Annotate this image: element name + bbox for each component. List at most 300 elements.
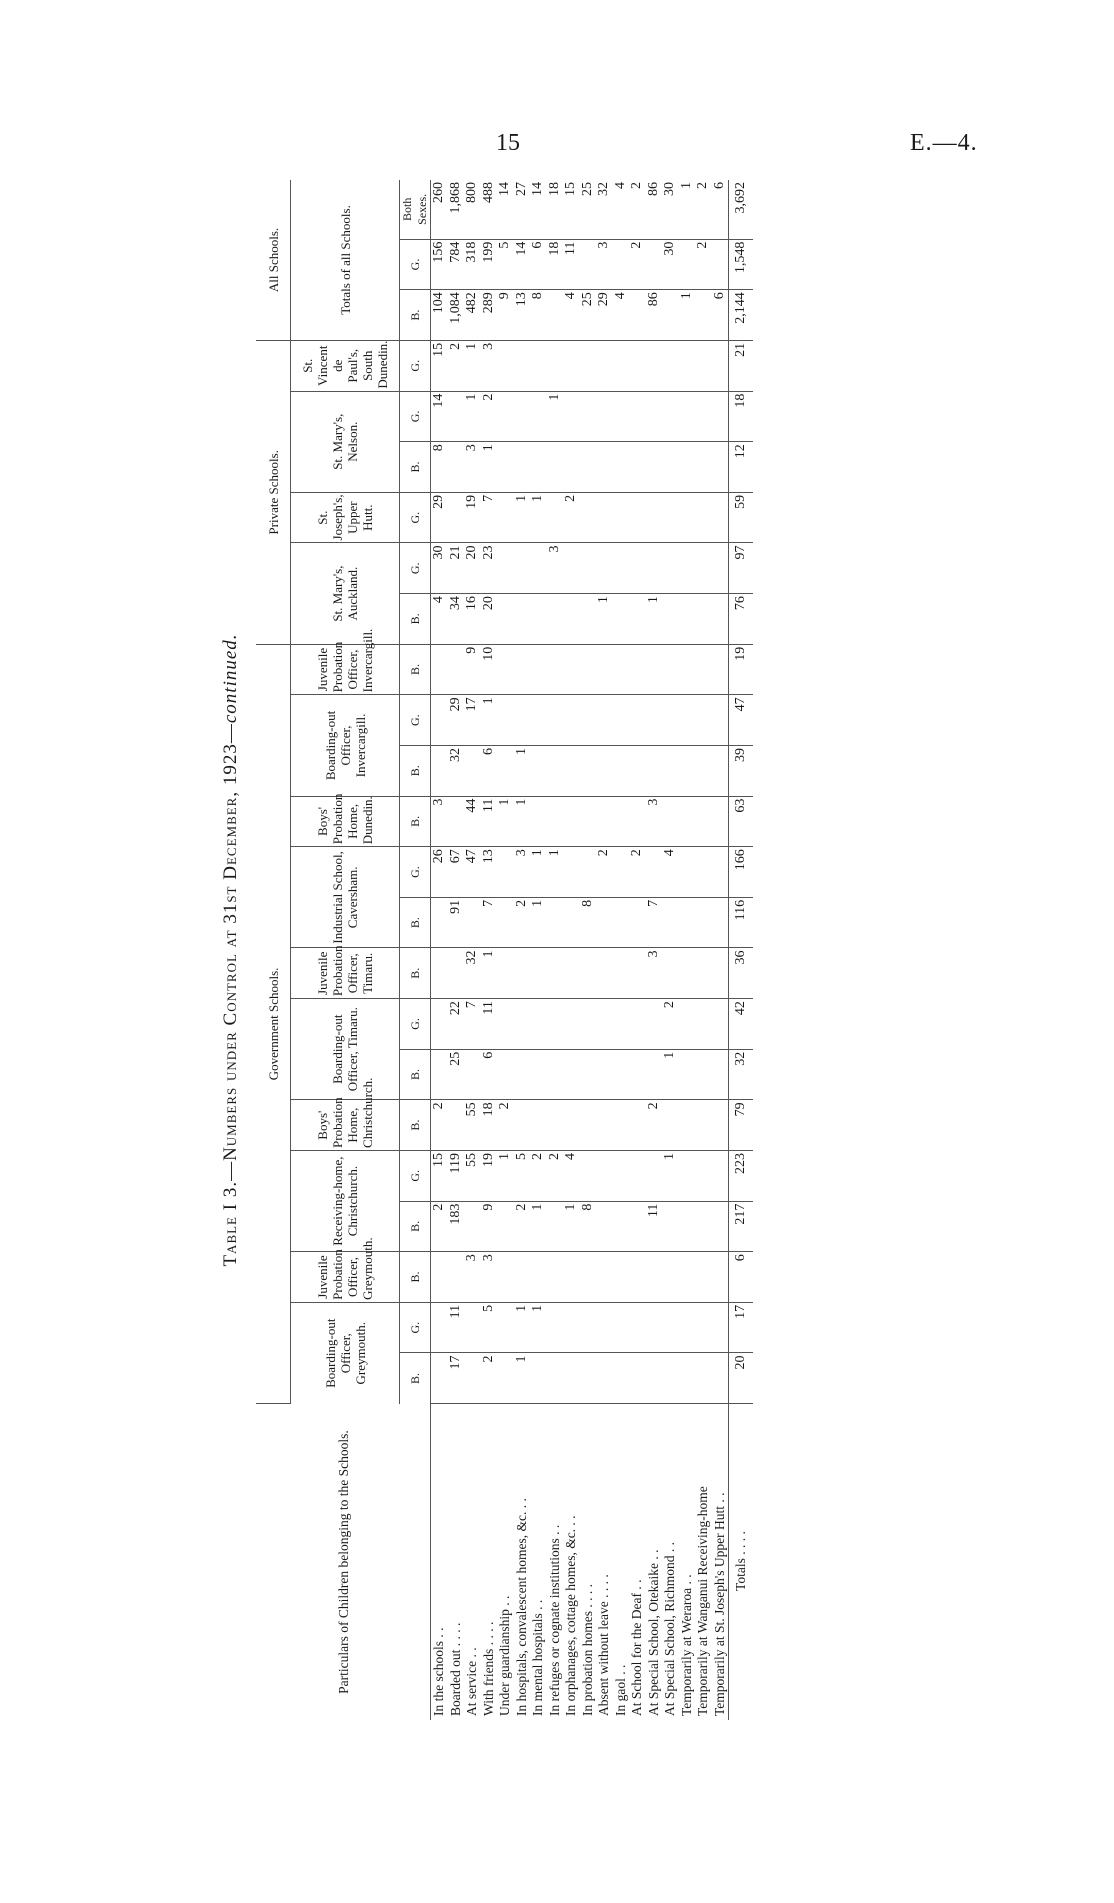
table-cell: 18	[481, 1100, 498, 1151]
table-cell: 6	[712, 290, 729, 341]
table-cell: 44	[464, 796, 481, 847]
table-cell: 86	[646, 290, 663, 341]
table-cell	[646, 1302, 663, 1353]
table-cell	[580, 492, 597, 543]
table-cell: 47	[464, 847, 481, 898]
column-name-13: St. Vincent de Paul's, South Dunedin.	[291, 340, 400, 391]
table-cell	[596, 1049, 613, 1100]
table-cell	[629, 1252, 646, 1303]
table-cell	[464, 1201, 481, 1252]
sex-header-5: B.	[400, 1100, 431, 1151]
table-cell	[695, 1100, 712, 1151]
table-cell	[662, 340, 679, 391]
row-label-leader: . .	[733, 1531, 748, 1542]
table-row	[481, 180, 498, 1720]
row-label-leader: . .	[480, 1621, 496, 1632]
table-cell	[613, 1201, 630, 1252]
table-cell	[695, 340, 712, 391]
table-cell	[679, 695, 696, 746]
table-cell	[497, 1353, 514, 1404]
table-cell	[679, 1150, 696, 1201]
table-cell: 1	[662, 1049, 679, 1100]
row-label	[563, 1404, 580, 1720]
table-cell	[629, 1049, 646, 1100]
table-cell: 19	[481, 1150, 498, 1201]
table-cell	[662, 492, 679, 543]
row-label-leader: . .	[645, 1549, 661, 1560]
table-cell	[547, 1353, 564, 1404]
table-cell	[596, 796, 613, 847]
table-cell	[629, 543, 646, 594]
table-cell	[448, 492, 465, 543]
table-cell	[580, 442, 597, 493]
column-name-2: Receiving-home, Christchurch.	[291, 1150, 400, 1251]
row-label-text: Absent without leave . .	[596, 1587, 612, 1716]
particulars-header: Particulars of Children belonging to the Schools.	[256, 1404, 431, 1720]
table-cell: 1	[514, 796, 531, 847]
table-cell: 32	[448, 745, 465, 796]
table-cell	[662, 644, 679, 695]
table-cell	[662, 897, 679, 948]
table-cell: 18	[729, 391, 754, 442]
table-cell	[547, 745, 564, 796]
table-cell: 20	[481, 594, 498, 645]
table-cell	[497, 897, 514, 948]
table-cell	[563, 340, 580, 391]
table-cell	[712, 644, 729, 695]
table-cell: 800	[464, 180, 481, 239]
table-cell	[679, 1100, 696, 1151]
row-label-text: Temporarily at Weraroa	[678, 1587, 694, 1716]
table-cell	[530, 1353, 547, 1404]
table-cell: 9	[497, 290, 514, 341]
row-label-text: In probation homes . .	[579, 1597, 595, 1716]
table-cell: 4	[613, 180, 630, 239]
table-cell: 7	[646, 897, 663, 948]
table-cell	[712, 999, 729, 1050]
table-cell	[695, 948, 712, 999]
sex-header-20: G.	[400, 340, 431, 391]
table-cell: 116	[729, 897, 754, 948]
row-label-leader: . .	[447, 1622, 463, 1633]
table-row	[596, 180, 613, 1720]
row-label-text: In orphanages, cottage homes, &c.	[563, 1528, 579, 1716]
table-cell	[497, 948, 514, 999]
table-cell: 8	[580, 1201, 597, 1252]
table-cell: 1,548	[729, 239, 754, 290]
table-cell	[596, 1150, 613, 1201]
table-cell: 1	[547, 847, 564, 898]
table-cell: 8	[530, 290, 547, 341]
table-cell	[530, 999, 547, 1050]
table-cell: 199	[481, 239, 498, 290]
table-cell: 13	[514, 290, 531, 341]
table-cell	[563, 745, 580, 796]
table-title-text: Table I 3.—Numbers under Control at 31st December, 1923—	[220, 723, 241, 1267]
table-cell	[646, 695, 663, 746]
numbers-under-control-table	[256, 180, 753, 1720]
row-label	[695, 1404, 712, 1720]
table-cell: 119	[448, 1150, 465, 1201]
table-cell	[497, 644, 514, 695]
table-cell	[431, 1049, 448, 1100]
table-cell	[431, 1252, 448, 1303]
row-label-text: At School for the Deaf	[629, 1593, 645, 1716]
table-cell	[629, 1353, 646, 1404]
table-cell: 1	[646, 594, 663, 645]
table-cell	[712, 543, 729, 594]
table-cell: 63	[729, 796, 754, 847]
table-cell: 29	[448, 695, 465, 746]
table-cell	[497, 492, 514, 543]
table-cell	[646, 644, 663, 695]
table-cell: 79	[729, 1100, 754, 1151]
table-row	[563, 180, 580, 1720]
table-cell	[563, 1049, 580, 1100]
row-label-leader: . .	[497, 1595, 513, 1606]
government-schools-header: Government Schools.	[256, 644, 291, 1403]
table-cell	[580, 1252, 597, 1303]
table-cell	[563, 543, 580, 594]
table-cell: 2	[431, 1201, 448, 1252]
table-cell: 1	[530, 492, 547, 543]
table-cell	[547, 594, 564, 645]
table-cell	[646, 1252, 663, 1303]
table-cell	[679, 948, 696, 999]
table-cell	[712, 695, 729, 746]
table-cell	[662, 1201, 679, 1252]
table-cell	[679, 492, 696, 543]
sex-header-17: G.	[400, 492, 431, 543]
private-schools-header: Private Schools.	[256, 340, 291, 644]
sex-header-6: B.	[400, 1049, 431, 1100]
table-cell	[580, 1049, 597, 1100]
table-cell: 223	[729, 1150, 754, 1201]
row-label	[662, 1404, 679, 1720]
sex-header-7: G.	[400, 999, 431, 1050]
table-cell: 1	[514, 745, 531, 796]
row-label	[629, 1404, 646, 1720]
table-cell	[514, 543, 531, 594]
column-name-5: Juvenile Probation Officer, Timaru.	[291, 948, 400, 999]
column-name-4: Boarding-out Officer, Timaru.	[291, 999, 400, 1100]
row-label	[646, 1404, 663, 1720]
table-row	[695, 180, 712, 1720]
sex-header-8: B.	[400, 948, 431, 999]
table-cell	[662, 1302, 679, 1353]
table-cell	[530, 543, 547, 594]
table-cell: 2	[514, 1201, 531, 1252]
table-cell	[563, 391, 580, 442]
table-cell: 86	[646, 180, 663, 239]
table-cell: 9	[481, 1201, 498, 1252]
sex-header-11: B.	[400, 796, 431, 847]
table-cell: 97	[729, 543, 754, 594]
table-cell: 20	[464, 543, 481, 594]
table-cell	[613, 340, 630, 391]
table-cell	[580, 745, 597, 796]
table-cell	[530, 442, 547, 493]
table-cell	[563, 948, 580, 999]
table-cell	[662, 391, 679, 442]
table-cell	[679, 745, 696, 796]
table-cell: 482	[464, 290, 481, 341]
table-cell	[431, 999, 448, 1050]
table-cell: 6	[729, 1252, 754, 1303]
table-cell: 2	[481, 1353, 498, 1404]
table-cell: 156	[431, 239, 448, 290]
table-cell: 1	[481, 442, 498, 493]
table-cell	[695, 1302, 712, 1353]
table-cell: 21	[448, 543, 465, 594]
table-cell	[629, 999, 646, 1050]
table-cell	[563, 644, 580, 695]
row-label-text: Temporarily at St. Joseph's Upper Hutt . .	[711, 1492, 727, 1716]
table-cell	[613, 1150, 630, 1201]
table-cell: 59	[729, 492, 754, 543]
table-cell	[695, 897, 712, 948]
table-cell	[580, 999, 597, 1050]
table-cell: 3	[547, 543, 564, 594]
table-cell	[695, 1252, 712, 1303]
table-cell	[464, 1049, 481, 1100]
sex-header-2: B.	[400, 1252, 431, 1303]
table-cell	[580, 847, 597, 898]
table-cell	[629, 745, 646, 796]
table-cell: 14	[497, 180, 514, 239]
table-cell	[547, 948, 564, 999]
table-cell: 32	[596, 180, 613, 239]
table-cell	[613, 695, 630, 746]
table-cell	[563, 442, 580, 493]
table-cell: 25	[580, 180, 597, 239]
table-cell	[613, 796, 630, 847]
table-cell: 318	[464, 239, 481, 290]
table-cell	[530, 695, 547, 746]
row-label-leader: . .	[464, 1647, 480, 1658]
table-cell: 20	[729, 1353, 754, 1404]
table-cell: 11	[448, 1302, 465, 1353]
table-row	[530, 180, 547, 1720]
table-cell	[712, 391, 729, 442]
table-cell	[629, 594, 646, 645]
table-cell: 3	[431, 796, 448, 847]
table-cell	[712, 1353, 729, 1404]
column-name-3: Boys' Probation Home, Christchurch.	[291, 1100, 400, 1151]
table-cell	[530, 391, 547, 442]
table-cell: 29	[596, 290, 613, 341]
table-row	[629, 180, 646, 1720]
table-cell: 23	[481, 543, 498, 594]
table-cell	[514, 695, 531, 746]
row-label-text: Boarded out . .	[447, 1636, 463, 1716]
row-label-text: In hospitals, convalescent homes, &c.	[513, 1511, 529, 1716]
table-cell: 17	[729, 1302, 754, 1353]
table-cell	[547, 492, 564, 543]
table-cell	[662, 1353, 679, 1404]
table-cell	[613, 999, 630, 1050]
table-cell	[547, 442, 564, 493]
table-cell	[497, 745, 514, 796]
table-cell	[695, 1150, 712, 1201]
table-cell	[712, 948, 729, 999]
table-cell: 21	[729, 340, 754, 391]
row-label	[431, 1404, 448, 1720]
table-cell	[547, 1252, 564, 1303]
sex-header-4: G.	[400, 1150, 431, 1201]
table-cell	[514, 948, 531, 999]
page-number: 15	[496, 130, 520, 156]
table-cell: 27	[514, 180, 531, 239]
table-cell	[497, 1049, 514, 1100]
column-name-8: Boarding-out Officer, Invercargill.	[291, 695, 400, 796]
table-cell	[662, 745, 679, 796]
table-cell	[613, 1100, 630, 1151]
table-cell	[646, 1049, 663, 1100]
table-cell	[431, 897, 448, 948]
table-cell	[695, 847, 712, 898]
sex-header-9: B.	[400, 897, 431, 948]
table-cell	[712, 1252, 729, 1303]
table-cell: 3	[481, 1252, 498, 1303]
row-label-text: With friends . .	[480, 1635, 496, 1716]
table-cell: 2	[563, 492, 580, 543]
table-cell	[695, 644, 712, 695]
table-cell	[497, 442, 514, 493]
table-cell: 4	[431, 594, 448, 645]
table-cell: 19	[464, 492, 481, 543]
row-label-leader: . .	[678, 1574, 694, 1585]
sex-header-1: G.	[400, 1302, 431, 1353]
table-row	[712, 180, 729, 1720]
table-cell: 36	[729, 948, 754, 999]
table-cell	[431, 695, 448, 746]
sex-header-13: G.	[400, 695, 431, 746]
table-cell: 8	[580, 897, 597, 948]
table-cell	[580, 391, 597, 442]
table-cell: 2	[547, 1150, 564, 1201]
table-cell	[596, 442, 613, 493]
table-cell: 6	[530, 239, 547, 290]
table-cell	[646, 239, 663, 290]
table-cell	[464, 1353, 481, 1404]
table-cell	[679, 442, 696, 493]
table-cell	[662, 796, 679, 847]
table-cell: 2	[481, 391, 498, 442]
table-cell	[596, 492, 613, 543]
table-cell: 3	[646, 796, 663, 847]
table-cell	[431, 745, 448, 796]
rotated-table-block	[220, 180, 800, 1720]
table-cell: 4	[563, 1150, 580, 1201]
table-cell: 784	[448, 239, 465, 290]
table-cell	[629, 948, 646, 999]
table-cell	[547, 290, 564, 341]
table-cell	[580, 644, 597, 695]
table-cell	[596, 340, 613, 391]
table-cell: 55	[464, 1150, 481, 1201]
table-cell	[464, 745, 481, 796]
column-name-6: Industrial School, Caversham.	[291, 847, 400, 948]
table-cell	[629, 340, 646, 391]
row-label-leader: . .	[596, 1574, 612, 1585]
table-cell	[662, 442, 679, 493]
table-cell: 15	[431, 1150, 448, 1201]
table-cell	[580, 948, 597, 999]
row-label-text: In the schools	[431, 1641, 447, 1716]
table-cell: 18	[547, 239, 564, 290]
table-cell: 15	[563, 180, 580, 239]
table-row	[448, 180, 465, 1720]
row-label-leader: . .	[431, 1627, 447, 1638]
table-cell	[563, 1252, 580, 1303]
table-cell: 3	[646, 948, 663, 999]
table-cell	[431, 948, 448, 999]
table-cell: 1	[679, 290, 696, 341]
column-name-7: Boys' Probation Home, Dunedin.	[291, 796, 400, 847]
table-cell: 19	[729, 644, 754, 695]
table-cell: 183	[448, 1201, 465, 1252]
table-cell	[497, 1252, 514, 1303]
table-cell	[547, 1201, 564, 1252]
table-cell: 1,868	[448, 180, 465, 239]
table-cell	[679, 897, 696, 948]
table-cell: 9	[464, 644, 481, 695]
table-cell: 5	[514, 1150, 531, 1201]
table-cell	[448, 1252, 465, 1303]
row-label	[448, 1404, 465, 1720]
table-row	[431, 180, 448, 1720]
table-cell	[613, 1049, 630, 1100]
row-label	[679, 1404, 696, 1720]
table-cell	[547, 695, 564, 746]
table-cell	[695, 391, 712, 442]
table-cell: 14	[514, 239, 531, 290]
table-cell	[563, 999, 580, 1050]
row-label-text: At Special School, Otekaike	[645, 1563, 661, 1716]
row-label	[464, 1404, 481, 1720]
table-cell: 10	[481, 644, 498, 695]
row-label	[613, 1404, 630, 1720]
table-cell: 5	[497, 239, 514, 290]
table-cell: 4	[662, 847, 679, 898]
table-cell	[497, 543, 514, 594]
table-cell: 26	[431, 847, 448, 898]
table-title	[220, 180, 242, 1720]
table-cell	[712, 492, 729, 543]
table-cell: 1	[514, 1302, 531, 1353]
table-cell: 1,084	[448, 290, 465, 341]
table-cell	[695, 290, 712, 341]
table-cell	[613, 745, 630, 796]
row-label	[514, 1404, 531, 1720]
table-cell	[679, 1049, 696, 1100]
table-cell	[662, 695, 679, 746]
table-cell	[448, 1100, 465, 1151]
table-cell: 47	[729, 695, 754, 746]
table-cell: 1	[514, 492, 531, 543]
table-cell	[613, 239, 630, 290]
table-cell	[613, 1252, 630, 1303]
table-cell	[662, 948, 679, 999]
table-cell	[596, 1201, 613, 1252]
column-name-11: St. Joseph's, Upper Hutt.	[291, 492, 400, 543]
table-cell: 3	[481, 340, 498, 391]
table-cell: 1	[481, 948, 498, 999]
table-cell	[464, 1302, 481, 1353]
table-cell	[596, 543, 613, 594]
table-cell	[431, 644, 448, 695]
